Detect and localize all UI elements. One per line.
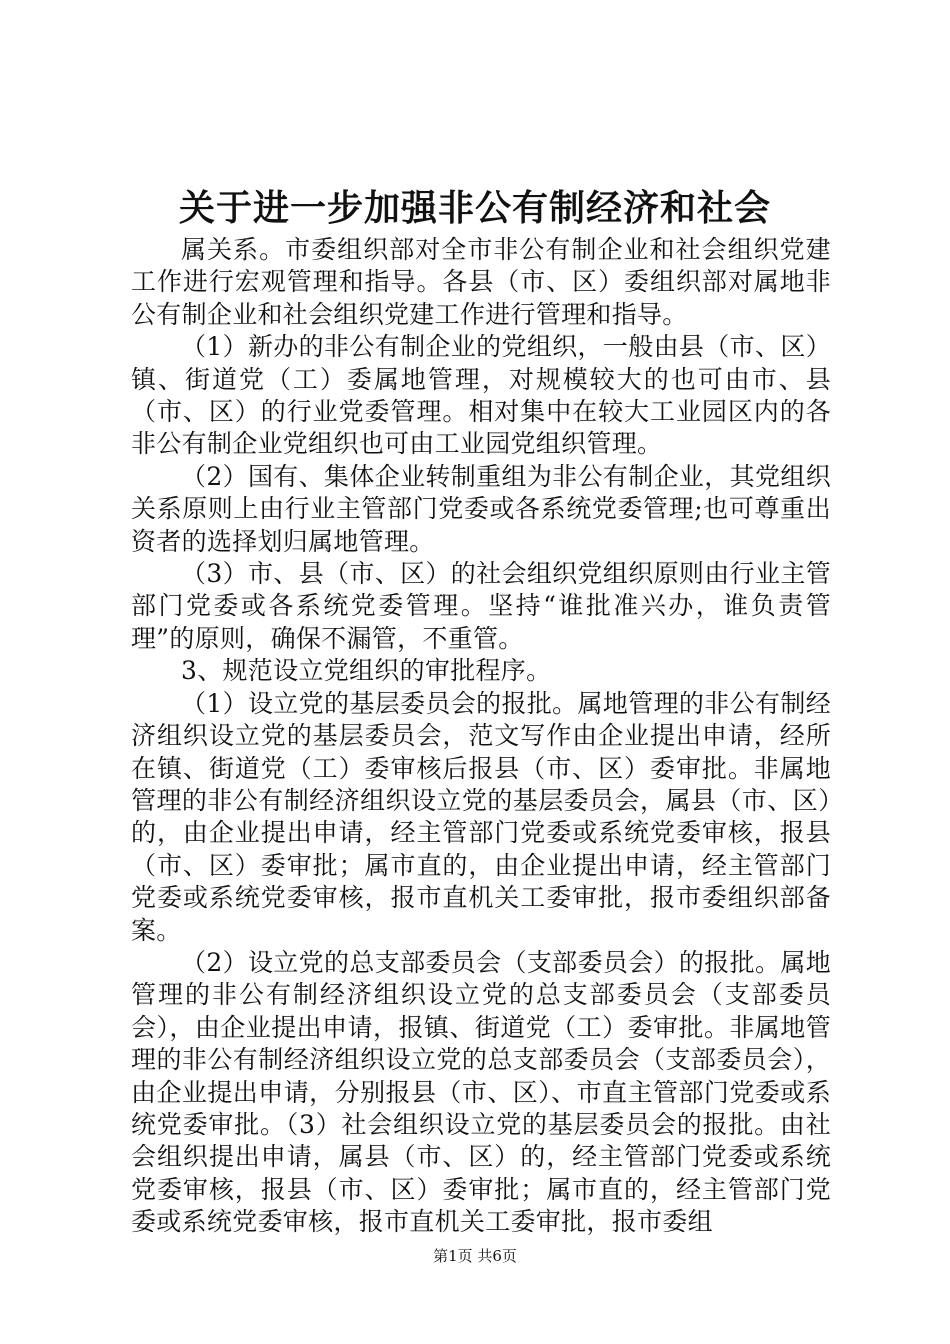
document-body xyxy=(131,234,831,1239)
paragraph-4: （3）市、县（市、区）的社会组织党组织原则由行业主管部门党委或各系统党委管理。坚持“谁批准兴办，谁负责管理”的原则，确保不漏管，不重管。 xyxy=(131,559,831,653)
paragraph-2: （1）新办的非公有制企业的党组织，一般由县（市、区）镇、街道党（工）委属地管理，对规模较大的也可由市、县（市、区）的行业党委管理。相对集中在较大工业园区内的各非公有制企业党组织也可由工业园党组织管理。 xyxy=(131,332,831,459)
page-footer: 第1页 共6页 xyxy=(433,1247,517,1265)
document-title: 关于进一步加强非公有制经济和社会 xyxy=(178,187,771,229)
paragraph-7: （2）设立党的总支部委员会（支部委员会）的报批。属地管理的非公有制经济组织设立党的总支部委员会（支部委员会），由企业提出申请，报镇、街道党（工）委审批。非属地管理的非公有制经济组织设立党的总支部委员会（支部委员会），由企业提出申请，分别报县（市、区）、市直主管部门党委或系统党委审批。（3）社会组织设立党的基层委员会的报批。由社会组织提出申请，属县（市、区）的，经主管部门党委或系统党委审核，报县（市、区）委审批；属市直的，经主管部门党委或系统党委审核，报市直机关工委审批，报市委组 xyxy=(131,947,831,1237)
paragraph-6: （1）设立党的基层委员会的报批。属地管理的非公有制经济组织设立党的基层委员会，范文写作由企业提出申请，经所在镇、街道党（工）委审核后报县（市、区）委审批。非属地管理的非公有制经济组织设立党的基层委员会，属县（市、区）的，由企业提出申请，经主管部门党委或系统党委审核，报县（市、区）委审批；属市直的，由企业提出申请，经主管部门党委或系统党委审核，报市直机关工委审批，报市委组织部备案。 xyxy=(131,688,831,945)
paragraph-1: 属关系。市委组织部对全市非公有制企业和社会组织党建工作进行宏观管理和指导。各县（市、区）委组织部对属地非公有制企业和社会组织党建工作进行管理和指导。 xyxy=(131,235,831,329)
paragraph-3: （2）国有、集体企业转制重组为非公有制企业，其党组织关系原则上由行业主管部门党委或各系统党委管理;也可尊重出资者的选择划归属地管理。 xyxy=(131,461,831,556)
paragraph-5: 3、规范设立党组织的审批程序。 xyxy=(181,656,552,686)
